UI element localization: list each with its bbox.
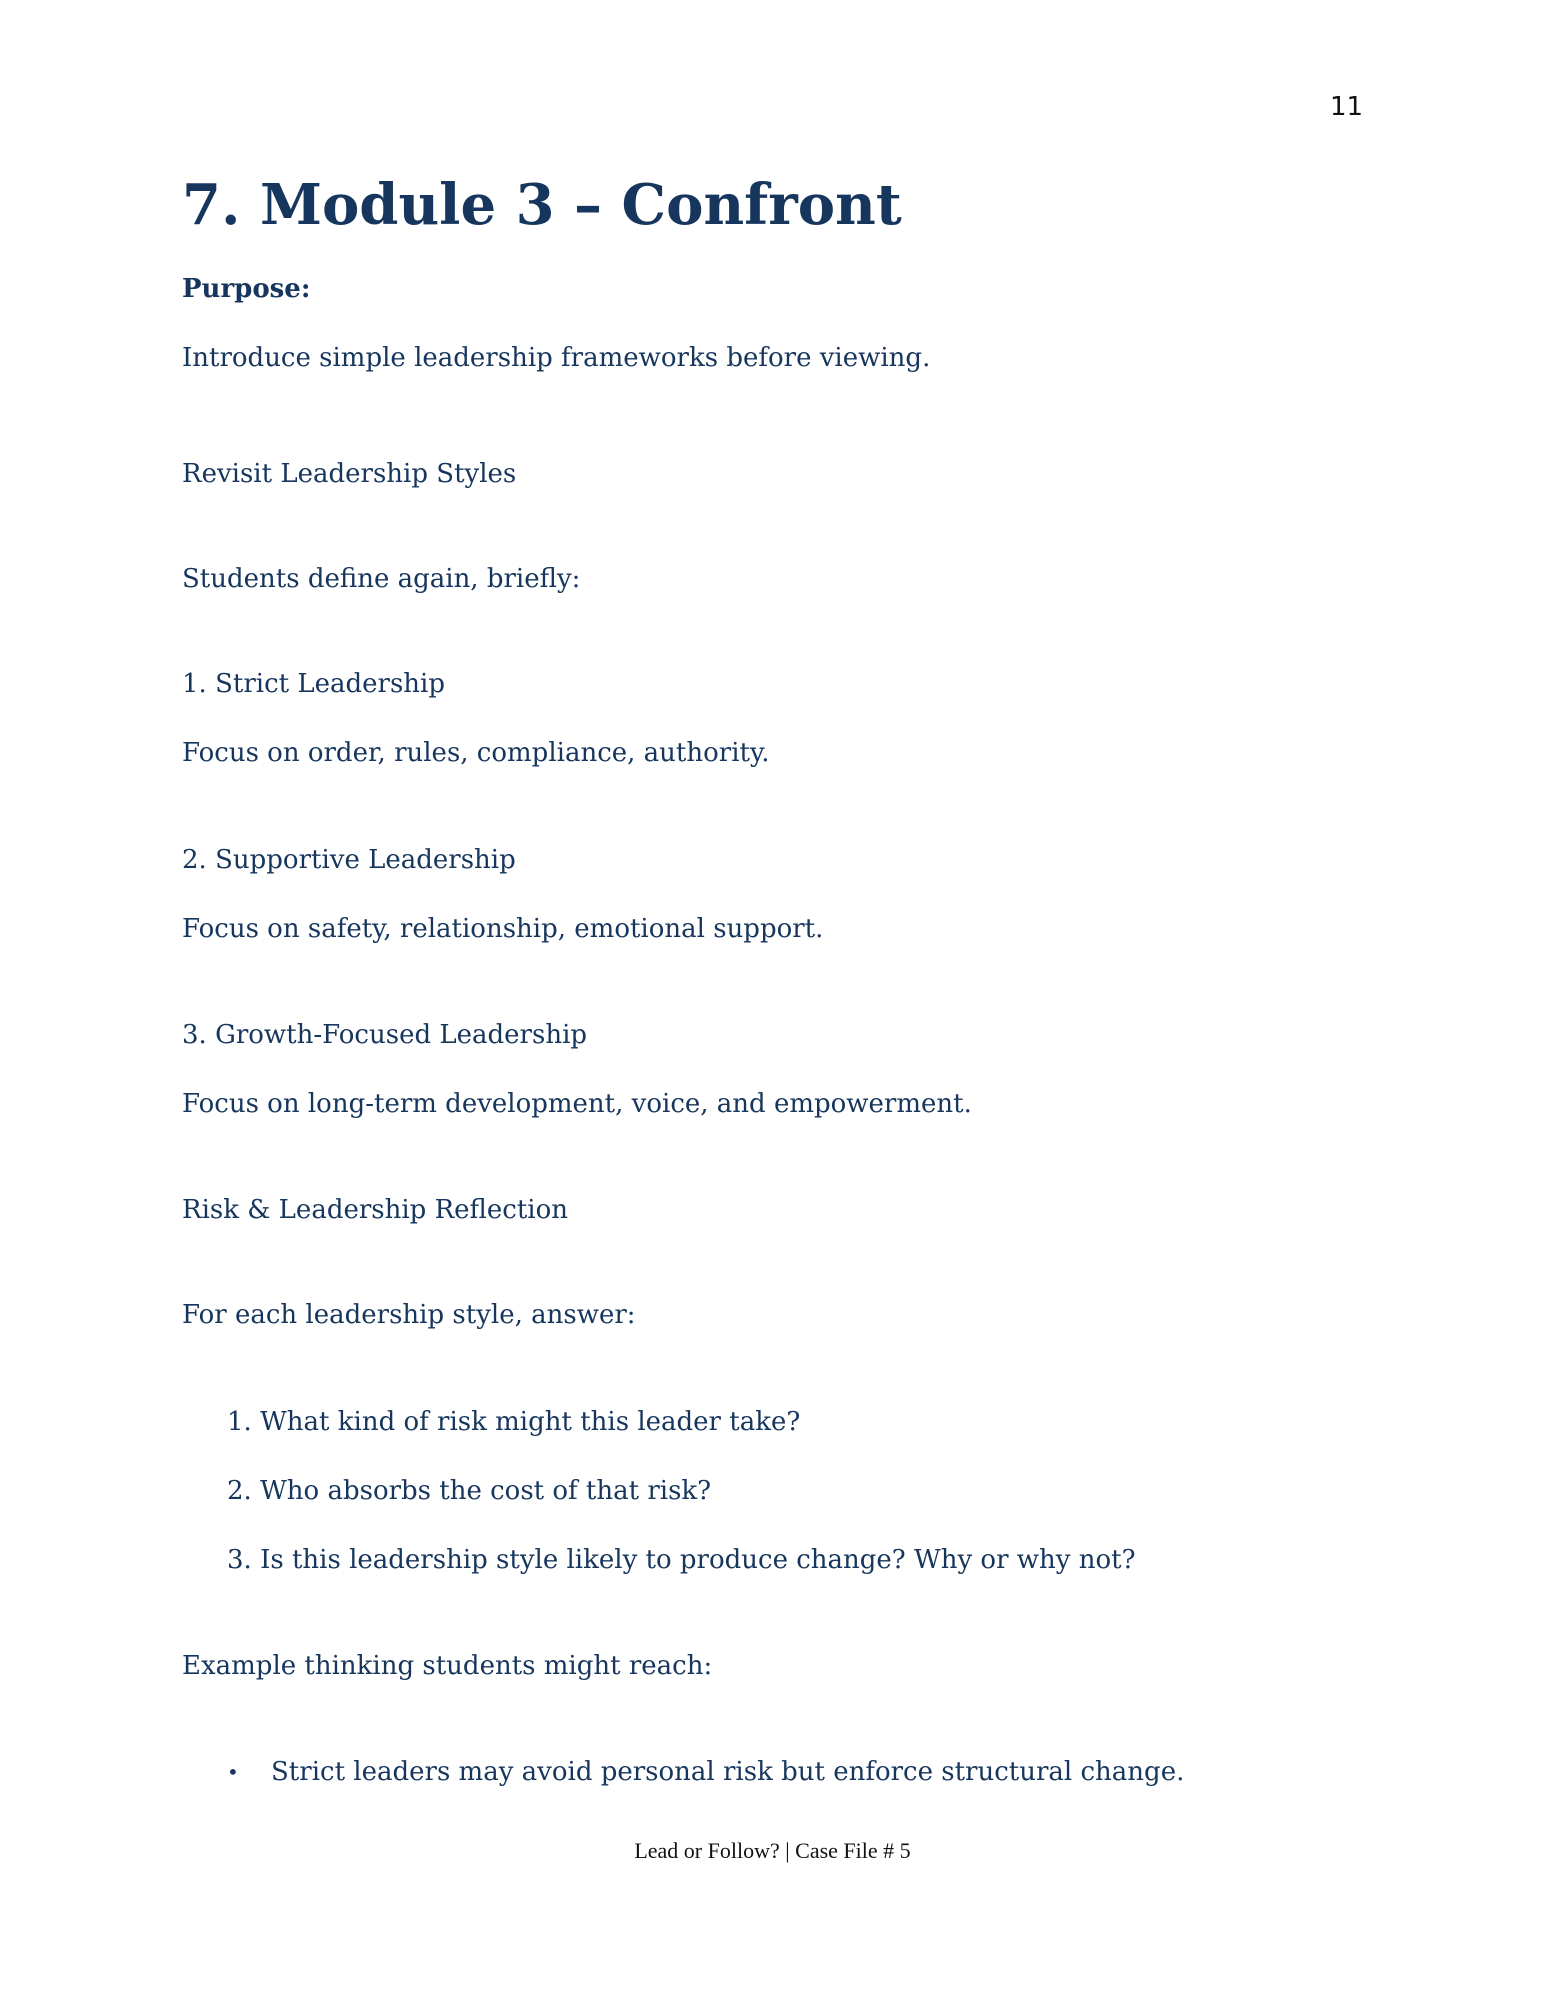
example-intro: Example thinking students might reach: [182, 1651, 713, 1681]
reflection-prompt: For each leadership style, answer: [182, 1300, 636, 1330]
style-name-growth: 3. Growth-Focused Leadership [182, 1020, 588, 1050]
page-number: 11 [1330, 92, 1364, 122]
purpose-label: Purpose: [182, 274, 311, 304]
students-define-text: Students define again, briefly: [182, 564, 581, 594]
bullet-icon: • [227, 1760, 239, 1784]
style-name-strict: 1. Strict Leadership [182, 669, 446, 699]
page-footer: Lead or Follow? | Case File # 5 [634, 1838, 911, 1863]
bullet-text: Strict leaders may avoid personal risk but enforce structural change. [271, 1757, 1185, 1787]
style-focus-supportive: Focus on safety, relationship, emotional support. [182, 914, 824, 944]
section-heading: 7. Module 3 – Confront [182, 172, 902, 238]
revisit-heading: Revisit Leadership Styles [182, 459, 517, 489]
purpose-text: Introduce simple leadership frameworks before viewing. [182, 343, 931, 373]
question-item: 2. Who absorbs the cost of that risk? [227, 1476, 712, 1506]
question-item: 1. What kind of risk might this leader take? [227, 1407, 801, 1437]
style-name-supportive: 2. Supportive Leadership [182, 845, 516, 875]
style-focus-growth: Focus on long-term development, voice, and empowerment. [182, 1089, 972, 1119]
reflection-heading: Risk & Leadership Reflection [182, 1195, 569, 1225]
question-item: 3. Is this leadership style likely to produce change? Why or why not? [227, 1545, 1136, 1575]
style-focus-strict: Focus on order, rules, compliance, authority. [182, 738, 770, 768]
